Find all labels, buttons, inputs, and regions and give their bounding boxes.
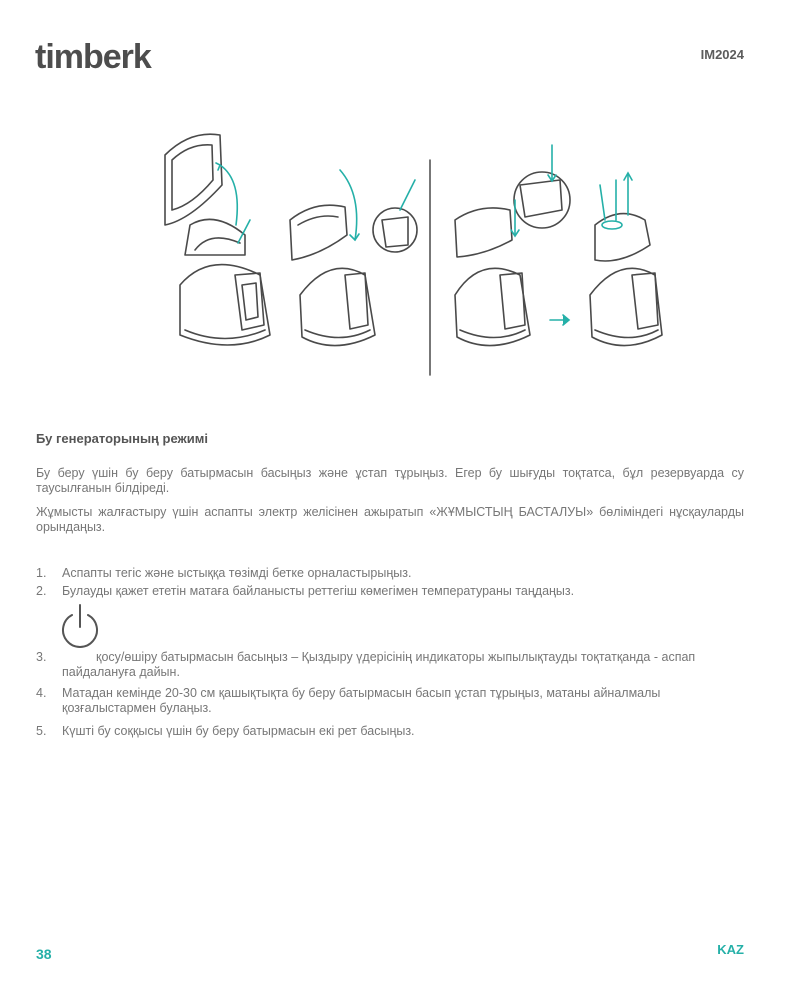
power-icon xyxy=(60,603,100,655)
steam-generator-illustration xyxy=(150,125,670,390)
page-number: 38 xyxy=(36,946,52,962)
figure-place-iron xyxy=(290,205,417,345)
list-item xyxy=(36,566,744,581)
list-item xyxy=(36,686,744,716)
step-text: Матадан кемінде 20-30 см қашықтықта бу беру батырмасын басып ұстап тұрыңыз, матаны айналмалы қозғалыстармен булаңыз. xyxy=(62,686,661,715)
zoom-pointer-icon xyxy=(400,180,415,210)
step-text: Булауды қажет ететін матаға байланысты реттегіш көмегімен температураны таңдаңыз. xyxy=(62,584,575,598)
brand-logo: timberk xyxy=(35,38,151,76)
step-number: 4. xyxy=(36,686,47,700)
paragraph-steam-info: Бу беру үшін бу беру батырмасын басыңыз және ұстап тұрыңыз. Егер бу шығуды тоқтатса, бұл резервуарда су таусылғанын білдіреді. xyxy=(36,466,744,495)
down-arrow-icon xyxy=(340,170,357,240)
list-item xyxy=(36,724,744,739)
list-item xyxy=(36,650,744,680)
step-text: Аспапты тегіс және ыстыққа төзімді бетке орналастырыңыз. xyxy=(62,566,412,580)
step-text: Күшті бу соққысы үшін бу беру батырмасын екі рет басыңыз. xyxy=(62,724,415,738)
section-title: Бу генераторының режимі xyxy=(36,431,208,446)
step-number: 3. xyxy=(36,650,47,664)
step-number: 5. xyxy=(36,724,47,738)
list-item xyxy=(36,584,744,599)
figure-steam-output xyxy=(590,214,662,346)
steam-arrow-icon xyxy=(600,185,605,220)
lift-arrow-icon xyxy=(220,165,237,225)
figure-lift-iron xyxy=(165,134,270,345)
language-code: KAZ xyxy=(717,942,744,957)
step-number: 1. xyxy=(36,566,47,580)
step-text: қосу/өшіру батырмасын басыңыз – Қыздыру үдерісінің индикаторы жыпылықтауды тоқтатқанда - аспап пайдалануға дайын. xyxy=(62,650,696,679)
step-number: 2. xyxy=(36,584,47,598)
paragraph-continue-info: Жұмысты жалғастыру үшін аспапты электр желісінен ажыратып «ЖҰМЫСТЫҢ БАСТАЛУЫ» бөліміндегі нұсқауларды орындаңыз. xyxy=(36,505,744,534)
model-number: IM2024 xyxy=(700,47,744,62)
